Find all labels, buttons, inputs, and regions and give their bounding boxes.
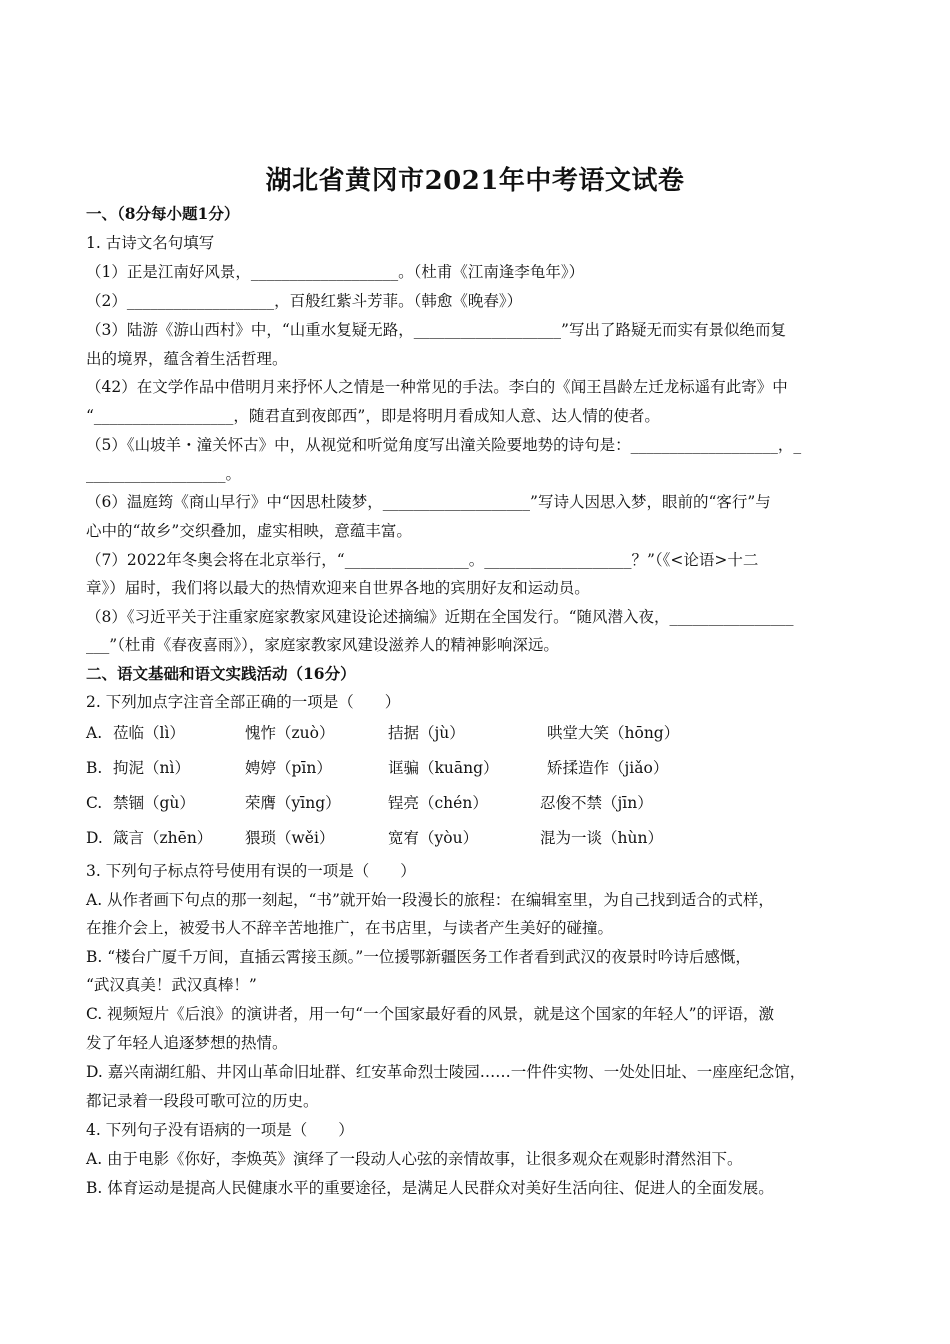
question-2-stem: 2. 下列加点字注音全部正确的一项是（ ）: [86, 693, 401, 711]
q3-line: 都记录着一段段可歌可泣的历史。: [86, 1092, 319, 1110]
q1-line: （2）___________________，百般红紫斗芳菲。（韩愈《晚春》）: [86, 292, 523, 310]
q1-line: （42）在文学作品中借明月来抒怀人之情是一种常见的手法。李白的《闻王昌龄左迁龙标遥有此寄》中: [86, 378, 788, 396]
option-item: 荣膺（yīng）: [245, 794, 341, 812]
q1-line: （7）2022年冬奥会将在北京举行，“________________。___________________？”（《<论语>十二: [86, 551, 759, 569]
q3-line: 发了年轻人追逐梦想的热情。: [86, 1034, 288, 1052]
option-item: 哄堂大笑（hōng）: [547, 724, 680, 742]
q1-line: （8）《习近平关于注重家庭家教家风建设论述摘编》近期在全国发行。“随风潜入夜，________________: [86, 608, 794, 626]
option-item: 娉婷（pīn）: [245, 759, 332, 777]
question-3-stem: 3. 下列句子标点符号使用有误的一项是（ ）: [86, 862, 416, 880]
q1-line: 章》）届时，我们将以最大的热情欢迎来自世界各地的宾朋好友和运动员。: [86, 579, 590, 597]
option-item: 诓骗（kuāng）: [388, 759, 499, 777]
option-label-d: D.: [86, 829, 103, 847]
section-heading-1: 一、（8分每小题1分）: [86, 204, 240, 223]
q3-line: 在推介会上，被爱书人不辞辛苦地推广，在书店里，与读者产生美好的碰撞。: [86, 919, 614, 937]
option-item: 混为一谈（hùn）: [540, 829, 663, 847]
q3-line: A. 从作者画下句点的那一刻起，“书”就开始一段漫长的旅程：在编辑室里，为自己找到适合的式样，: [86, 891, 774, 909]
option-item: 禁锢（gù）: [113, 794, 195, 812]
option-item: 宽宥（yòu）: [388, 829, 479, 847]
q4-line: B. 体育运动是提高人民健康水平的重要途径，是满足人民群众对美好生活向往、促进人的全面发展。: [86, 1179, 774, 1197]
q1-line: “__________________，随君直到夜郎西”，即是将明月看成知人意、达人情的使者。: [86, 407, 660, 425]
q1-line: ___”（杜甫《春夜喜雨》），家庭家教家风建设滋养人的精神影响深远。: [86, 636, 559, 654]
option-item: 猥琐（wěi）: [245, 829, 335, 847]
section-heading-2: 二、语文基础和语文实践活动（16分）: [86, 664, 356, 683]
q4-line: A. 由于电影《你好，李焕英》演绎了一段动人心弦的亲情故事，让很多观众在观影时潸然泪下。: [86, 1150, 743, 1168]
option-label-c: C.: [86, 794, 103, 812]
option-item: 锃亮（chén）: [388, 794, 488, 812]
option-item: 莅临（lì）: [113, 724, 185, 742]
page-title: 湖北省黄冈市2021年中考语文试卷: [265, 166, 685, 196]
option-item: 忍俊不禁（jīn）: [540, 794, 653, 812]
q1-line: （1）正是江南好风景，___________________。（杜甫《江南逢李龟年》）: [86, 263, 585, 281]
q1-line: __________________。: [86, 465, 242, 483]
q1-line: （6）温庭筠《商山早行》中“因思杜陵梦，___________________”写诗人因思入梦，眼前的“客行”与: [86, 493, 771, 511]
option-item: 拮据（jù）: [388, 724, 465, 742]
option-item: 矫揉造作（jiǎo）: [547, 759, 669, 777]
q3-line: B. “楼台广厦千万间，直插云霄接玉颜。”一位援鄂新疆医务工作者看到武汉的夜景时吟诗后感慨，: [86, 948, 751, 966]
q1-line: 出的境界，蕴含着生活哲理。: [86, 350, 288, 368]
option-item: 愧怍（zuò）: [245, 724, 335, 742]
q3-line: D. 嘉兴南湖红船、井冈山革命旧址群、红安革命烈士陵园……一件件实物、一处处旧址、一座座纪念馆，: [86, 1063, 806, 1081]
q3-line: “武汉真美！武汉真棒！”: [86, 976, 257, 994]
q1-line: （3）陆游《游山西村》中，“山重水复疑无路，___________________”写出了路疑无而实有景似绝而复: [86, 321, 786, 339]
question-4-stem: 4. 下列句子没有语病的一项是（ ）: [86, 1121, 354, 1139]
option-item: 箴言（zhēn）: [113, 829, 213, 847]
q1-line: （5）《山坡羊・潼关怀古》中，从视觉和听觉角度写出潼关险要地势的诗句是：___________________，_: [86, 436, 802, 454]
option-label-a: A.: [86, 724, 103, 742]
option-item: 拘泥（nì）: [113, 759, 190, 777]
q1-line: 心中的“故乡”交织叠加，虚实相映，意蕴丰富。: [86, 522, 412, 540]
question-1-stem: 1. 古诗文名句填写: [86, 234, 215, 252]
option-label-b: B.: [86, 759, 103, 777]
q3-line: C. 视频短片《后浪》的演讲者，用一句“一个国家最好看的风景，就是这个国家的年轻人”的评语，激: [86, 1005, 775, 1023]
